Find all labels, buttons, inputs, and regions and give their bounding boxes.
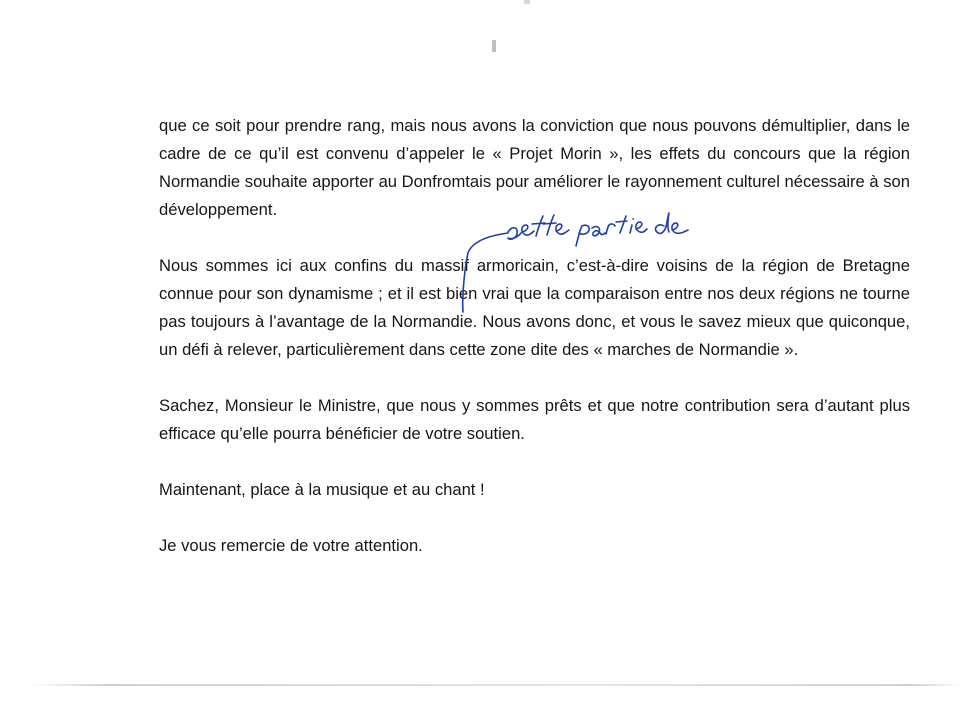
- paragraph-projet-morin: que ce soit pour prendre rang, mais nous avons la conviction que nous pouvons démultiplier, dans le cadre de ce qu’il est convenu d’appeler le « Projet Morin », les effets du concours que la région Normandie souhaite apporter au Donfromtais pour améliorer le rayonnement culturel nécessaire à son développement.: [159, 116, 910, 219]
- paragraph-musique: Maintenant, place à la musique et au chant !: [159, 480, 485, 499]
- paragraph-massif-armoricain: Nous sommes ici aux confins du massif armoricain, c’est-à-dire voisins de la région de Bretagne connue pour son dynamisme ; et il est bien vrai que la comparaison entre nos deux régions ne tourne pas toujours à l’avantage de la Normandie. Nous avons donc, et vous le savez mieux que quiconque, un défi à relever, particulièrement dans cette zone dite des « marches de Normandie ».: [159, 256, 910, 359]
- scan-speck: [492, 40, 496, 52]
- scan-speck: [524, 0, 530, 4]
- paragraph-remerciements: Je vous remercie de votre attention.: [159, 536, 423, 555]
- paragraph-contribution: Sachez, Monsieur le Ministre, que nous y sommes prêts et que notre contribution sera d’autant plus efficace qu’elle pourra bénéficier de votre soutien.: [159, 396, 910, 443]
- document-body: [159, 112, 910, 588]
- page-edge-shadow: [30, 684, 960, 686]
